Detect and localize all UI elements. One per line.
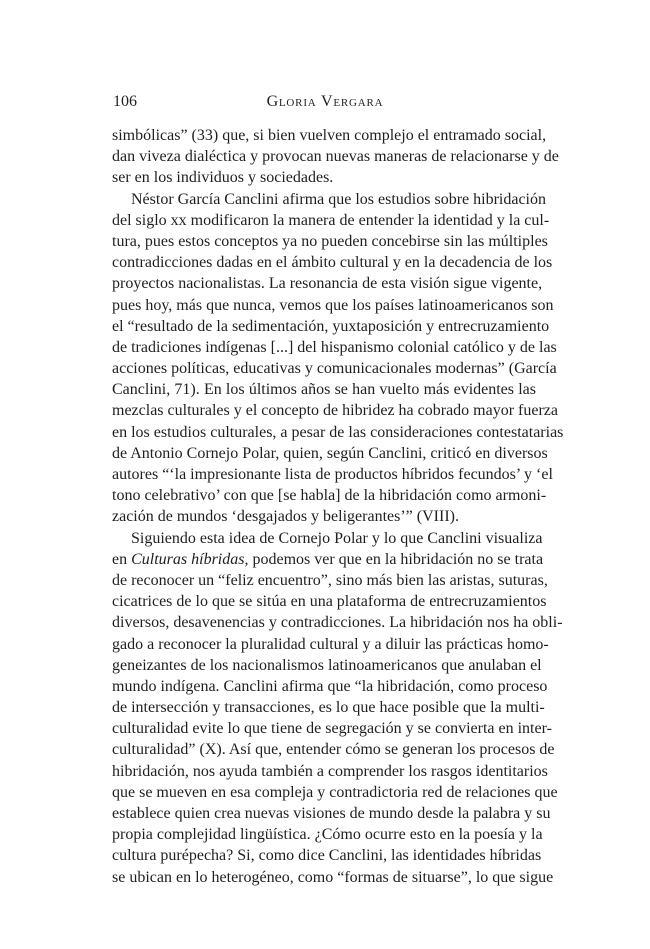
text-line: se ubican en lo heterogéneo, como “formas de situarse”, lo que sigue: [112, 868, 554, 886]
text-line: Siguiendo esta idea de Cornejo Polar y lo que Canclini visualiza: [131, 529, 543, 547]
running-head: Gloria Vergara: [266, 93, 384, 110]
text-line: establece quien crea nuevas visiones de mundo desde la palabra y su: [112, 805, 551, 822]
text-line: en Culturas híbridas, podemos ver que en la hibridación no se trata: [112, 550, 544, 568]
page-number: 106: [113, 93, 137, 110]
book-title: Culturas híbridas: [131, 550, 245, 568]
text-line: tura, pues estos conceptos ya no pueden concebirse sin las múltiples: [112, 232, 548, 250]
text-line: hibridación, nos ayuda también a comprender los rasgos identitarios: [112, 762, 548, 780]
text-line: de Antonio Cornejo Polar, quien, según Canclini, criticó en diversos: [112, 444, 548, 462]
text-line: de tradiciones indígenas [...] del hispanismo colonial católico y de las: [112, 338, 557, 356]
text-line: contradicciones dadas en el ámbito cultural y en la decadencia de los: [112, 254, 553, 272]
text-line: propia complejidad lingüística. ¿Cómo ocurre esto en la poesía y la: [112, 826, 543, 844]
text-line: pues hoy, más que nunca, vemos que los países latinoamericanos son: [112, 296, 554, 314]
text-line: acciones políticas, educativas y comunicacionales modernas” (García: [112, 360, 557, 378]
text-line: dan viveza dialéctica y provocan nuevas maneras de relacionarse y de: [112, 148, 559, 166]
text-line: del siglo xx modificaron la manera de entender la identidad y la cul-: [112, 211, 550, 229]
text-line: de intersección y transacciones, es lo que hace posible que la multi-: [112, 699, 545, 717]
text-line: ser en los individuos y sociedades.: [112, 169, 334, 187]
text-line: autores “‘la impresionante lista de productos híbridos fecundos’ y ‘el: [112, 466, 553, 483]
body-text: [112, 125, 564, 888]
text-line: geneizantes de los nacionalismos latinoamericanos que anulaban el: [112, 656, 542, 674]
text-line: zación de mundos ‘desgajados y beligerantes’” (VIII).: [112, 508, 459, 526]
text-line: cultura purépecha? Si, como dice Canclini, las identidades híbridas: [112, 847, 542, 865]
text-line: mundo indígena. Canclini afirma que “la hibridación, como proceso: [112, 677, 548, 695]
text-line: Canclini, 71). En los últimos años se han vuelto más evidentes las: [112, 381, 536, 399]
text-line: simbólicas” (33) que, si bien vuelven complejo el entramado social,: [112, 127, 547, 144]
text-line: culturalidad evite lo que tiene de segregación y se convierta en inter-: [112, 720, 552, 738]
text-line: proyectos nacionalistas. La resonancia de esta visión sigue vigente,: [112, 275, 543, 293]
text-line: diversos, desavenencias y contradicciones. La hibridación nos ha obli-: [112, 614, 563, 632]
text-line: Néstor García Canclini afirma que los estudios sobre hibridación: [131, 190, 546, 208]
text-line: tono celebrativo’ con que [se habla] de la hibridación como armoni-: [112, 487, 547, 505]
text-line: de reconocer un “feliz encuentro”, sino más bien las aristas, suturas,: [112, 571, 548, 589]
text-line: cicatrices de lo que se sitúa en una plataforma de entrecruzamientos: [112, 593, 547, 611]
text-line: gado a reconocer la pluralidad cultural y a diluir las prácticas homo-: [112, 635, 549, 653]
text-line: que se mueven en esa compleja y contradictoria red de relaciones que: [112, 783, 558, 801]
text-line: en los estudios culturales, a pesar de las consideraciones contestatarias: [112, 423, 564, 441]
text-line: culturalidad” (X). Así que, entender cómo se generan los procesos de: [112, 741, 555, 759]
text-line: el “resultado de la sedimentación, yuxtaposición y entrecruzamiento: [112, 317, 550, 335]
text-line: mezclas culturales y el concepto de hibridez ha cobrado mayor fuerza: [112, 402, 559, 420]
